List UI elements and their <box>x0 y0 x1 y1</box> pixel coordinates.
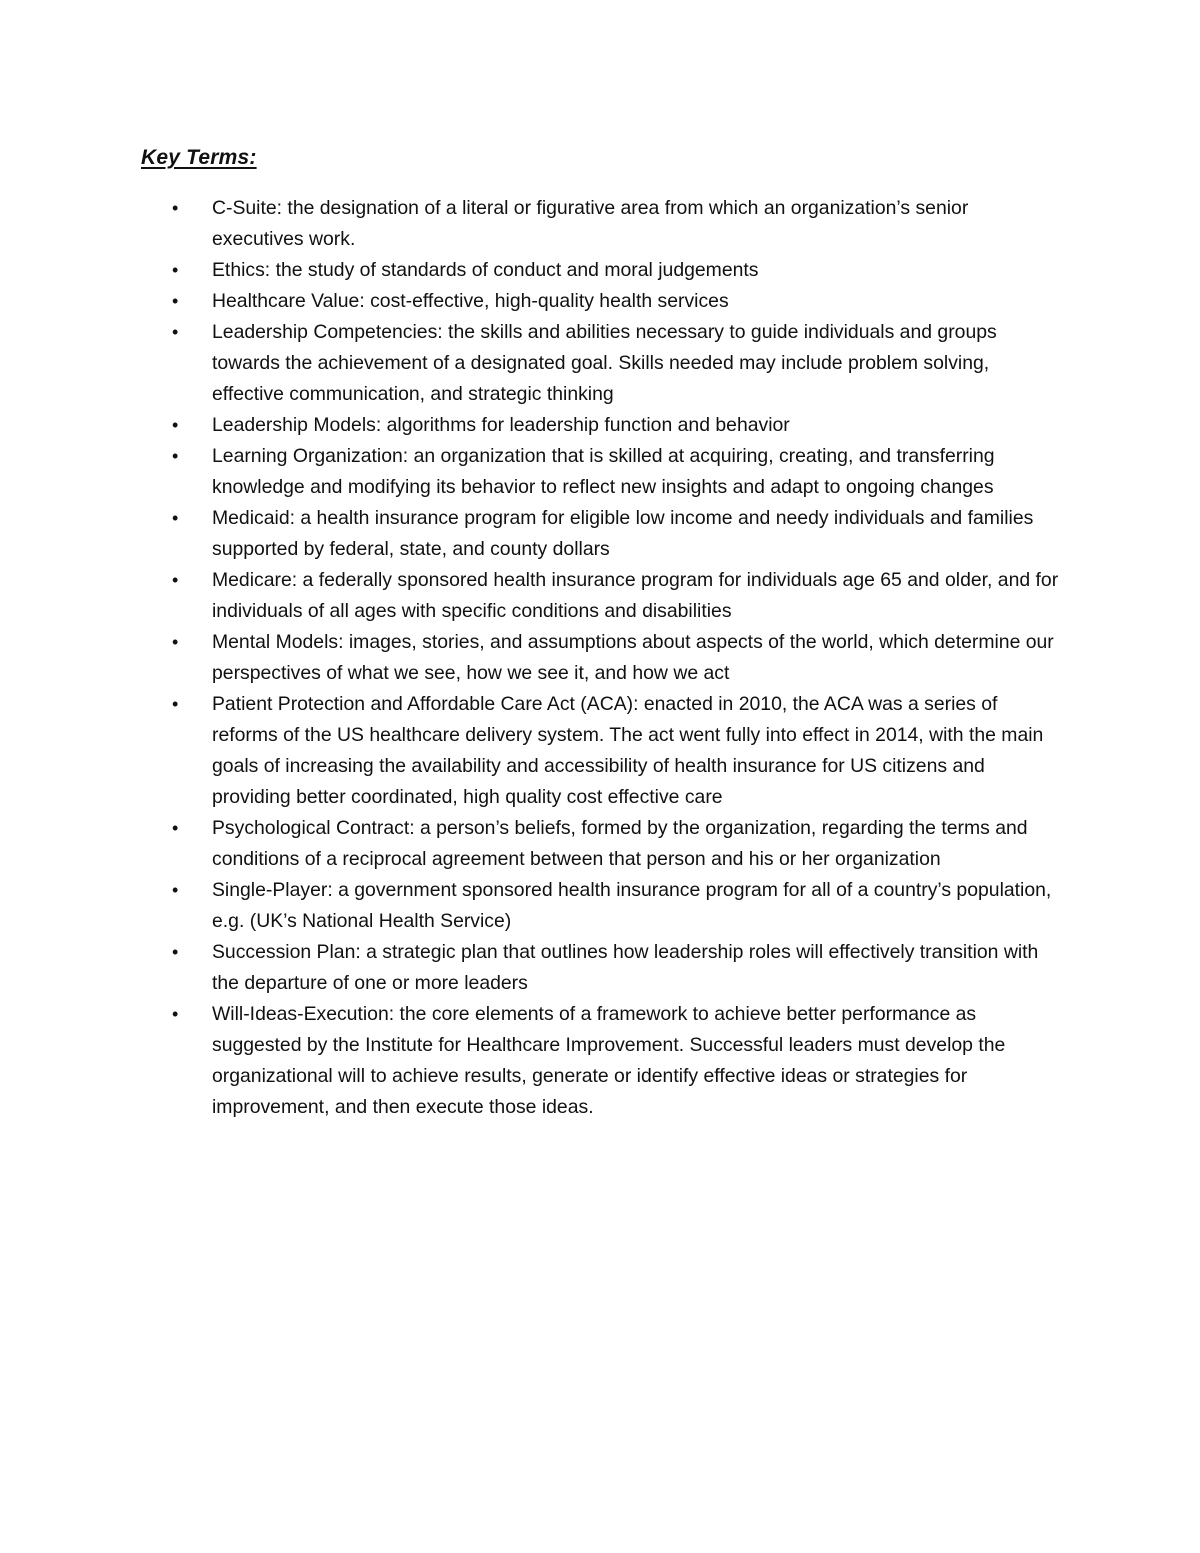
list-item <box>0 875 1200 937</box>
key-terms-heading: Key Terms: <box>141 146 257 169</box>
list-item <box>0 627 1200 689</box>
bullet-icon: • <box>172 322 179 342</box>
term-definition: Ethics: the study of standards of conduct and moral judgements <box>212 259 759 281</box>
term-definition: Single-Player: a government sponsored health insurance program for all of a country’s population, e.g. (UK’s National Health Service) <box>212 879 1052 932</box>
bullet-icon: • <box>172 260 179 280</box>
list-item <box>0 255 1200 286</box>
term-definition: Psychological Contract: a person’s beliefs, formed by the organization, regarding the terms and conditions of a reciprocal agreement between that person and his or her organization <box>212 817 1028 870</box>
list-item <box>0 410 1200 441</box>
list-item <box>0 999 1200 1123</box>
bullet-icon: • <box>172 446 179 466</box>
bullet-icon: • <box>172 818 179 838</box>
bullet-icon: • <box>172 508 179 528</box>
list-item <box>0 286 1200 317</box>
bullet-icon: • <box>172 291 179 311</box>
list-item <box>0 317 1200 410</box>
bullet-icon: • <box>172 694 179 714</box>
term-definition: Healthcare Value: cost-effective, high-quality health services <box>212 290 729 312</box>
term-definition: Leadership Models: algorithms for leadership function and behavior <box>212 414 790 436</box>
bullet-icon: • <box>172 198 179 218</box>
term-definition: Leadership Competencies: the skills and abilities necessary to guide individuals and groups towards the achievement of a designated goal. Skills needed may include problem solving, effective communication, and strategic thinking <box>212 321 997 405</box>
list-item <box>0 193 1200 255</box>
term-definition: Medicare: a federally sponsored health insurance program for individuals age 65 and older, and for individuals of all ages with specific conditions and disabilities <box>212 569 1059 622</box>
list-item <box>0 565 1200 627</box>
bullet-icon: • <box>172 1004 179 1024</box>
list-item <box>0 441 1200 503</box>
bullet-icon: • <box>172 570 179 590</box>
term-definition: Mental Models: images, stories, and assumptions about aspects of the world, which determine our perspectives of what we see, how we see it, and how we act <box>212 631 1054 684</box>
bullet-icon: • <box>172 880 179 900</box>
term-definition: Medicaid: a health insurance program for eligible low income and needy individuals and families supported by federal, state, and county dollars <box>212 507 1034 560</box>
term-definition: Learning Organization: an organization that is skilled at acquiring, creating, and transferring knowledge and modifying its behavior to reflect new insights and adapt to ongoing changes <box>212 445 995 498</box>
bullet-icon: • <box>172 632 179 652</box>
term-definition: Patient Protection and Affordable Care Act (ACA): enacted in 2010, the ACA was a series of reforms of the US healthcare delivery system. The act went fully into effect in 2014, with the main goals of increasing the availability and accessibility of health insurance for US citizens and providing better coordinated, high quality cost effective care <box>212 693 1044 808</box>
list-item <box>0 689 1200 813</box>
list-item <box>0 503 1200 565</box>
bullet-icon: • <box>172 942 179 962</box>
list-item <box>0 937 1200 999</box>
bullet-icon: • <box>172 415 179 435</box>
term-definition: Will-Ideas-Execution: the core elements of a framework to achieve better performance as suggested by the Institute for Healthcare Improvement. Successful leaders must develop the organizational will to achieve results, generate or identify effective ideas or strategies for improvement, and then execute those ideas. <box>212 1003 1006 1118</box>
list-item <box>0 813 1200 875</box>
term-definition: Succession Plan: a strategic plan that outlines how leadership roles will effectively transition with the departure of one or more leaders <box>212 941 1039 994</box>
term-definition: C-Suite: the designation of a literal or figurative area from which an organization’s senior executives work. <box>212 197 969 250</box>
key-terms-list <box>0 193 1200 1123</box>
